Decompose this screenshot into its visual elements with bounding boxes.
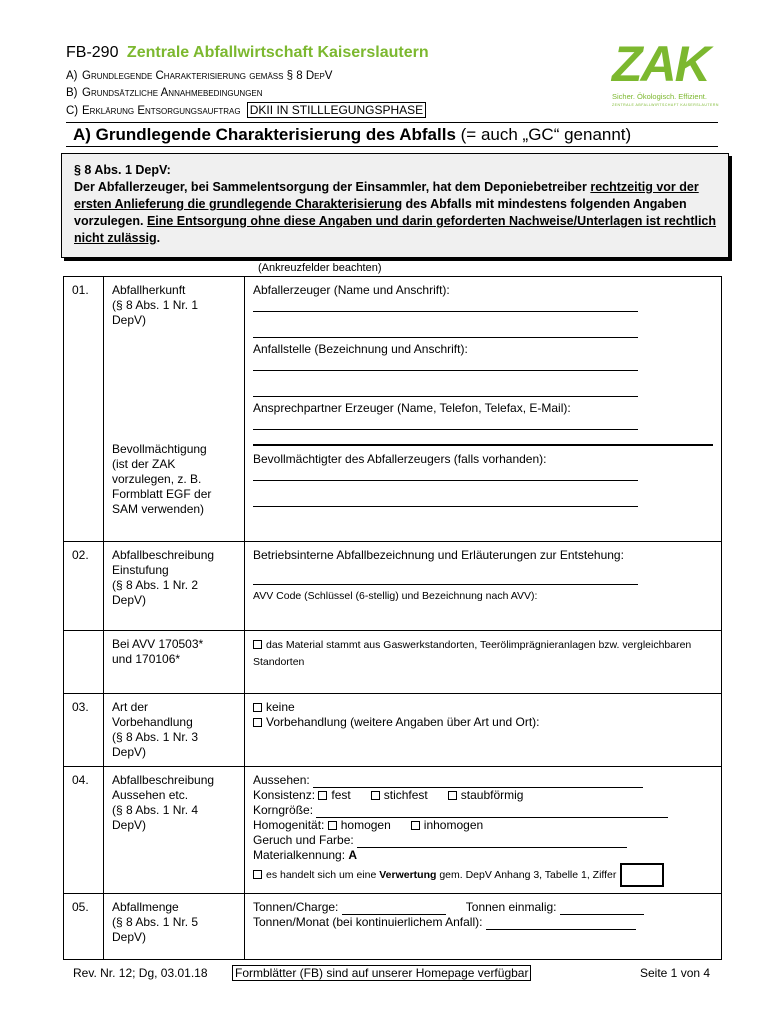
gaswerk-checkbox[interactable]: [253, 640, 262, 649]
tonnen-einmalig-input[interactable]: [560, 902, 644, 915]
table-row: [64, 767, 722, 894]
page-number: Seite 1 von 4: [640, 966, 711, 980]
row-fields: Aussehen: Konsistenz: fest stichfest staubförmig Korngröße: Homogenität: homogen inhomogen Geruch und Farbe: Materialkennung: A es handelt sich um eine Verwertung gem. DepV Anhang 3, Tabelle 1, Ziffer: [245, 767, 722, 894]
homepage-note: Formblätter (FB) sind auf unserer Homepage verfügbar: [232, 966, 531, 980]
row-number: 01.: [64, 277, 104, 441]
revision-info: Rev. Nr. 12; Dg, 03.01.18: [73, 966, 208, 980]
table-row: [64, 542, 722, 631]
korngroesse-input[interactable]: [316, 805, 668, 818]
erzeuger-input-1[interactable]: [253, 298, 638, 312]
row-fields: Tonnen/Charge: Tonnen einmalig: Tonnen/Monat (bei kontinuierlichem Anfall):: [245, 894, 722, 960]
abfallbezeichnung-input[interactable]: [253, 563, 638, 585]
org-name: Zentrale Abfallwirtschaft Kaiserslautern: [126, 44, 429, 61]
section-list: [66, 68, 426, 120]
staubfoermig-checkbox[interactable]: [448, 791, 457, 800]
checkbox-hint: (Ankreuzfelder beachten): [258, 262, 382, 274]
ziffer-input[interactable]: [620, 863, 664, 887]
keine-checkbox[interactable]: [253, 703, 262, 712]
inhomogen-checkbox[interactable]: [411, 821, 420, 830]
verwertung-checkbox[interactable]: [253, 870, 262, 879]
materialkennung-value: A: [348, 848, 358, 862]
row-label: Art der Vorbehandlung (§ 8 Abs. 1 Nr. 3 DepV): [104, 694, 245, 767]
form-id: FB-290: [66, 44, 119, 61]
form-header: [66, 44, 429, 62]
row-fields: Abfallerzeuger (Name und Anschrift): Anfallstelle (Bezeichnung und Anschrift): Ansprechpartner Erzeuger (Name, Telefon, Telefax, E-Mail):: [245, 277, 722, 441]
row-label: Abfallbeschreibung Einstufung (§ 8 Abs. 1 Nr. 2 DepV): [104, 542, 245, 631]
row-number: 04.: [64, 767, 104, 894]
table-row: [64, 440, 722, 542]
row-label: Abfallmenge (§ 8 Abs. 1 Nr. 5 DepV): [104, 894, 245, 960]
toc-item-c: C) Erklärung Entsorgungsauftrag DKII IN STILLLEGUNGSPHASE: [66, 102, 426, 120]
erzeuger-input-2[interactable]: [253, 316, 638, 338]
title-divider: [66, 146, 718, 147]
section-title: A) Grundlegende Charakterisierung des Abfalls (= auch „GC“ genannt): [73, 125, 632, 144]
anfallstelle-input-2[interactable]: [253, 375, 638, 397]
tonnen-monat-input[interactable]: [486, 917, 636, 930]
row-fields: Bevollmächtigter des Abfallerzeugers (falls vorhanden):: [245, 440, 722, 542]
row-label: Bei AVV 170503* und 170106*: [104, 631, 245, 694]
table-row: [64, 894, 722, 960]
bevollmaechtigter-input-2[interactable]: [253, 485, 638, 507]
fest-checkbox[interactable]: [318, 791, 327, 800]
homogen-checkbox[interactable]: [328, 821, 337, 830]
row-label: Abfallbeschreibung Aussehen etc. (§ 8 Abs. 1 Nr. 4 DepV): [104, 767, 245, 894]
geruch-farbe-input[interactable]: [357, 835, 627, 848]
table-row: [64, 694, 722, 767]
table-row: [64, 277, 722, 441]
row-number: 03.: [64, 694, 104, 767]
aussehen-input[interactable]: [313, 775, 643, 788]
logo-subtext: ZENTRALE ABFALLWIRTSCHAFT KAISERSLAUTERN: [612, 103, 719, 107]
toc-item-a: A) Grundlegende Charakterisierung gemäß § 8 DepV: [66, 70, 333, 82]
stilllegung-badge: DKII IN STILLLEGUNGSPHASE: [247, 102, 426, 118]
bevollmaechtigter-input-1[interactable]: [253, 467, 638, 481]
row-label: Abfallherkunft (§ 8 Abs. 1 Nr. 1 DepV): [104, 277, 245, 441]
stichfest-checkbox[interactable]: [371, 791, 380, 800]
row-fields: keine Vorbehandlung (weitere Angaben über Art und Ort):: [245, 694, 722, 767]
zak-logo: [612, 38, 730, 120]
toc-item-b: B) Grundsätzliche Annahmebedingungen: [66, 87, 263, 99]
logo-slogan: Sicher. Ökologisch. Effizient.: [612, 92, 707, 101]
tonnen-charge-input[interactable]: [342, 902, 446, 915]
table-row: [64, 631, 722, 694]
logo-text: ZAK: [612, 36, 709, 92]
row-number: 02.: [64, 542, 104, 631]
anfallstelle-input-1[interactable]: [253, 357, 638, 371]
vorbehandlung-checkbox[interactable]: [253, 718, 262, 727]
row-fields: Betriebsinterne Abfallbezeichnung und Erläuterungen zur Entstehung: AVV Code (Schlüssel (6-stellig) und Bezeichnung nach AVV):: [245, 542, 722, 631]
legal-notice: § 8 Abs. 1 DepV: Der Abfallerzeuger, bei Sammelentsorgung der Einsammler, hat dem Deponiebetreiber rechtzeitig vor der ersten Anlieferung die grundlegende Charakterisierung des Abfalls mit mindestens folgenden Angaben vorzulegen. Eine Entsorgung ohne diese Angaben und darin geforderten Nachweise/Unterlagen ist rechtlich nicht zulässig.: [61, 153, 729, 258]
ansprechpartner-input[interactable]: [253, 416, 638, 430]
row-fields: das Material stammt aus Gaswerkstandorten, Teerölimprägnieranlagen bzw. vergleichbaren Standorten: [245, 631, 722, 694]
row-number: 05.: [64, 894, 104, 960]
row-label: Bevollmächtigung (ist der ZAK vorzulegen, z. B. Formblatt EGF der SAM verwenden): [104, 440, 245, 542]
thick-divider: [253, 444, 713, 446]
header-divider: [66, 122, 718, 123]
characterization-table: [63, 276, 722, 960]
